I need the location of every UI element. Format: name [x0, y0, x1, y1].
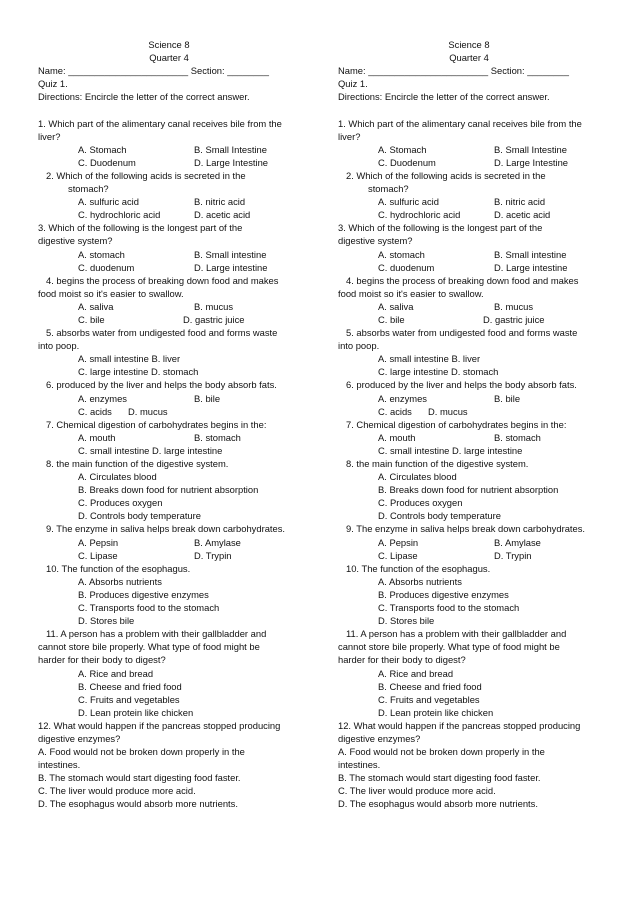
answer-option: B. Small Intestine: [194, 143, 267, 155]
question-block: [38, 418, 300, 457]
answer-option: B. Breaks down food for nutrient absorption: [378, 484, 559, 496]
answer-option: A. Stomach: [78, 143, 127, 155]
question-text: 9. The enzyme in saliva helps break down carbohydrates.: [346, 523, 586, 535]
answer-option: C. duodenum: [378, 261, 435, 273]
answer-option: B. stomach: [494, 431, 541, 443]
answer-option: B. bile: [494, 392, 521, 404]
answer-option: A. Circulates blood: [378, 471, 457, 483]
answer-option: D. Lean protein like chicken: [78, 706, 194, 718]
answer-option: B. Cheese and fried food: [378, 680, 482, 692]
question-text: stomach?: [68, 183, 109, 195]
question-block: [338, 117, 600, 169]
question-text: digestive system?: [38, 235, 113, 247]
question-text: stomach?: [368, 183, 409, 195]
answer-option: B. Small intestine: [194, 248, 267, 260]
answer-option: D. Trypin: [194, 549, 232, 561]
answer-option: B. Produces digestive enzymes: [378, 588, 509, 600]
answer-option: B. nitric acid: [194, 196, 246, 208]
answer-option: C. Transports food to the stomach: [78, 602, 220, 614]
answer-option: C. bile: [78, 313, 105, 325]
answer-option: C. large intestine D. stomach: [78, 366, 199, 378]
option-row: [38, 549, 300, 562]
quiz-label: Quiz 1.: [338, 78, 368, 90]
question-block: [338, 221, 600, 273]
question-text: 1. Which part of the alimentary canal receives bile from the: [338, 117, 582, 129]
answer-option: A. saliva: [378, 300, 414, 312]
answer-option: A. small intestine B. liver: [378, 353, 481, 365]
answer-option: D. mucus: [428, 405, 468, 417]
spacer: [38, 103, 300, 116]
answer-option: A. enzymes: [78, 392, 127, 404]
quiz-column-right: [338, 38, 600, 811]
answer-option: C. Produces oxygen: [378, 497, 463, 509]
option-row: [38, 208, 300, 221]
answer-option: C. acids: [78, 405, 112, 417]
question-text: 8. the main function of the digestive system.: [346, 458, 529, 469]
answer-option: B. Cheese and fried food: [78, 680, 182, 692]
option-row: [38, 313, 300, 326]
directions: Directions: Encircle the letter of the correct answer.: [338, 91, 550, 103]
option-row: [338, 405, 600, 418]
answer-option: B. stomach: [194, 431, 241, 443]
answer-option: A. Absorbs nutrients: [78, 575, 162, 587]
question-text: 4. begins the process of breaking down food and makes: [346, 274, 579, 286]
question-text: 12. What would happen if the pancreas stopped producing: [38, 719, 281, 731]
answer-option: A. Circulates blood: [78, 471, 157, 483]
answer-option: B. mucus: [194, 300, 234, 312]
question-text: 9. The enzyme in saliva helps break down carbohydrates.: [46, 523, 286, 535]
question-text: digestive system?: [338, 235, 413, 247]
option-row: [338, 536, 600, 549]
answer-option: C. acids: [378, 405, 412, 417]
answer-option: A. Stomach: [378, 143, 427, 155]
answer-option: A. mouth: [78, 431, 116, 443]
answer-option: intestines.: [38, 759, 81, 771]
answer-option: A. stomach: [378, 248, 425, 260]
spacer: [338, 103, 600, 116]
question-block: [338, 274, 600, 326]
answer-option: C. Fruits and vegetables: [378, 693, 480, 705]
option-row: [38, 156, 300, 169]
option-row: [38, 248, 300, 261]
answer-option: C. small intestine D. large intestine: [378, 444, 523, 456]
answer-option: C. hydrochloric acid: [378, 209, 461, 221]
question-block: [338, 418, 600, 457]
answer-option: A. stomach: [78, 248, 125, 260]
question-text: 2. Which of the following acids is secreted in the: [46, 169, 246, 181]
answer-option: B. Breaks down food for nutrient absorption: [78, 484, 259, 496]
answer-option: B. Produces digestive enzymes: [78, 588, 209, 600]
answer-option: C. bile: [378, 313, 405, 325]
question-text: 5. absorbs water from undigested food and forms waste: [46, 327, 278, 339]
answer-option: D. acetic acid: [194, 209, 251, 221]
option-row: [338, 431, 600, 444]
question-text: 3. Which of the following is the longest part of the: [38, 222, 243, 234]
question-text: into poop.: [338, 340, 380, 352]
answer-option: intestines.: [338, 759, 381, 771]
answer-option: D. gastric juice: [183, 313, 245, 325]
question-block: [338, 169, 600, 221]
question-block: [38, 221, 300, 273]
question-text: digestive enzymes?: [338, 732, 421, 744]
question-block: [38, 117, 300, 169]
answer-option: D. Large Intestine: [494, 156, 569, 168]
answer-option: A. sulfuric acid: [78, 196, 139, 208]
answer-option: B. nitric acid: [494, 196, 546, 208]
question-block: [38, 627, 300, 719]
question-text: digestive enzymes?: [38, 732, 121, 744]
question-text: 12. What would happen if the pancreas stopped producing: [338, 719, 581, 731]
question-text: 5. absorbs water from undigested food and forms waste: [346, 327, 578, 339]
answer-option: C. The liver would produce more acid.: [338, 785, 496, 797]
answer-option: C. duodenum: [78, 261, 135, 273]
answer-option: D. Stores bile: [78, 615, 135, 627]
question-text: 6. produced by the liver and helps the body absorb fats.: [346, 379, 577, 391]
answer-option: C. Duodenum: [378, 156, 436, 168]
answer-option: C. Lipase: [378, 549, 418, 561]
question-block: [38, 562, 300, 627]
subject-title: Science 8: [148, 39, 190, 50]
answer-option: D. Large Intestine: [194, 156, 269, 168]
question-text: 3. Which of the following is the longest part of the: [338, 222, 543, 234]
question-block: [38, 169, 300, 221]
question-text: into poop.: [38, 340, 80, 352]
answer-option: B. Amylase: [194, 536, 241, 548]
directions: Directions: Encircle the letter of the correct answer.: [38, 91, 250, 103]
option-row: [338, 300, 600, 313]
answer-option: A. Rice and bread: [378, 667, 454, 679]
question-block: [38, 378, 300, 417]
answer-option: C. Fruits and vegetables: [78, 693, 180, 705]
option-row: [338, 261, 600, 274]
question-text: harder for their body to digest?: [338, 654, 466, 666]
option-row: [38, 143, 300, 156]
answer-option: D. gastric juice: [483, 313, 545, 325]
name-section-line: Name: _______________________ Section: ________: [38, 65, 269, 77]
question-text: 7. Chemical digestion of carbohydrates begins in the:: [346, 418, 567, 430]
option-row: [338, 143, 600, 156]
question-block: [38, 274, 300, 326]
question-text: food moist so it's easier to swallow.: [38, 287, 184, 299]
answer-option: C. hydrochloric acid: [78, 209, 161, 221]
answer-option: D. Large intestine: [494, 261, 568, 273]
answer-option: D. Lean protein like chicken: [378, 706, 494, 718]
option-row: [38, 300, 300, 313]
option-row: [38, 195, 300, 208]
answer-option: D. Large intestine: [194, 261, 268, 273]
answer-option: C. Lipase: [78, 549, 118, 561]
option-row: [338, 248, 600, 261]
question-block: [338, 522, 600, 561]
question-block: [38, 719, 300, 811]
answer-option: B. Small intestine: [494, 248, 567, 260]
answer-option: A. Food would not be broken down properly in the: [338, 746, 545, 758]
question-block: [338, 627, 600, 719]
answer-option: D. The esophagus would absorb more nutrients.: [338, 798, 538, 810]
question-block: [338, 562, 600, 627]
answer-option: A. Rice and bread: [78, 667, 154, 679]
option-row: [38, 405, 300, 418]
answer-option: C. The liver would produce more acid.: [38, 785, 196, 797]
answer-option: A. mouth: [378, 431, 416, 443]
question-text: liver?: [38, 130, 61, 142]
option-row: [338, 208, 600, 221]
answer-option: A. enzymes: [378, 392, 427, 404]
answer-option: D. mucus: [128, 405, 168, 417]
option-row: [38, 536, 300, 549]
answer-option: B. The stomach would start digesting food faster.: [38, 772, 241, 784]
answer-option: A. Pepsin: [78, 536, 119, 548]
question-block: [338, 719, 600, 811]
answer-option: C. large intestine D. stomach: [378, 366, 499, 378]
answer-option: B. mucus: [494, 300, 534, 312]
quarter-title: Quarter 4: [149, 52, 189, 64]
question-block: [38, 457, 300, 522]
question-text: 11. A person has a problem with their gallbladder and: [46, 628, 267, 640]
question-text: harder for their body to digest?: [38, 654, 166, 666]
option-row: [38, 431, 300, 444]
question-text: 10. The function of the esophagus.: [346, 562, 491, 574]
option-row: [338, 392, 600, 405]
answer-option: D. acetic acid: [494, 209, 551, 221]
answer-option: B. bile: [194, 392, 221, 404]
question-text: liver?: [338, 130, 361, 142]
answer-option: D. Controls body temperature: [378, 510, 501, 522]
answer-option: A. sulfuric acid: [378, 196, 439, 208]
option-row: [338, 156, 600, 169]
answer-option: A. small intestine B. liver: [78, 353, 181, 365]
question-text: 7. Chemical digestion of carbohydrates begins in the:: [46, 418, 267, 430]
option-row: [38, 261, 300, 274]
quiz-column-left: [38, 38, 300, 811]
question-text: cannot store bile properly. What type of food might be: [338, 641, 560, 653]
question-text: 8. the main function of the digestive system.: [46, 458, 229, 469]
question-text: 10. The function of the esophagus.: [46, 562, 191, 574]
option-row: [338, 313, 600, 326]
answer-option: C. Duodenum: [78, 156, 136, 168]
answer-option: D. Trypin: [494, 549, 532, 561]
answer-option: D. The esophagus would absorb more nutrients.: [38, 798, 238, 810]
quiz-label: Quiz 1.: [38, 78, 68, 90]
answer-option: B. The stomach would start digesting food faster.: [338, 772, 541, 784]
answer-option: B. Small Intestine: [494, 143, 567, 155]
quarter-title: Quarter 4: [449, 52, 489, 64]
question-block: [338, 457, 600, 522]
question-text: cannot store bile properly. What type of food might be: [38, 641, 260, 653]
answer-option: C. small intestine D. large intestine: [78, 444, 223, 456]
answer-option: D. Stores bile: [378, 615, 435, 627]
question-text: 11. A person has a problem with their gallbladder and: [346, 628, 567, 640]
answer-option: C. Produces oxygen: [78, 497, 163, 509]
question-text: 1. Which part of the alimentary canal receives bile from the: [38, 117, 282, 129]
question-text: 4. begins the process of breaking down food and makes: [46, 274, 279, 286]
subject-title: Science 8: [448, 39, 490, 50]
option-row: [338, 195, 600, 208]
question-text: food moist so it's easier to swallow.: [338, 287, 484, 299]
answer-option: C. Transports food to the stomach: [378, 602, 520, 614]
question-block: [338, 326, 600, 378]
answer-option: A. Food would not be broken down properly in the: [38, 746, 245, 758]
question-block: [38, 522, 300, 561]
answer-option: D. Controls body temperature: [78, 510, 201, 522]
answer-option: A. Absorbs nutrients: [378, 575, 462, 587]
question-text: 2. Which of the following acids is secreted in the: [346, 169, 546, 181]
question-text: 6. produced by the liver and helps the body absorb fats.: [46, 379, 277, 391]
name-section-line: Name: _______________________ Section: ________: [338, 65, 569, 77]
question-block: [38, 326, 300, 378]
option-row: [338, 549, 600, 562]
option-row: [38, 392, 300, 405]
answer-option: B. Amylase: [494, 536, 541, 548]
answer-option: A. saliva: [78, 300, 114, 312]
answer-option: A. Pepsin: [378, 536, 419, 548]
question-block: [338, 378, 600, 417]
